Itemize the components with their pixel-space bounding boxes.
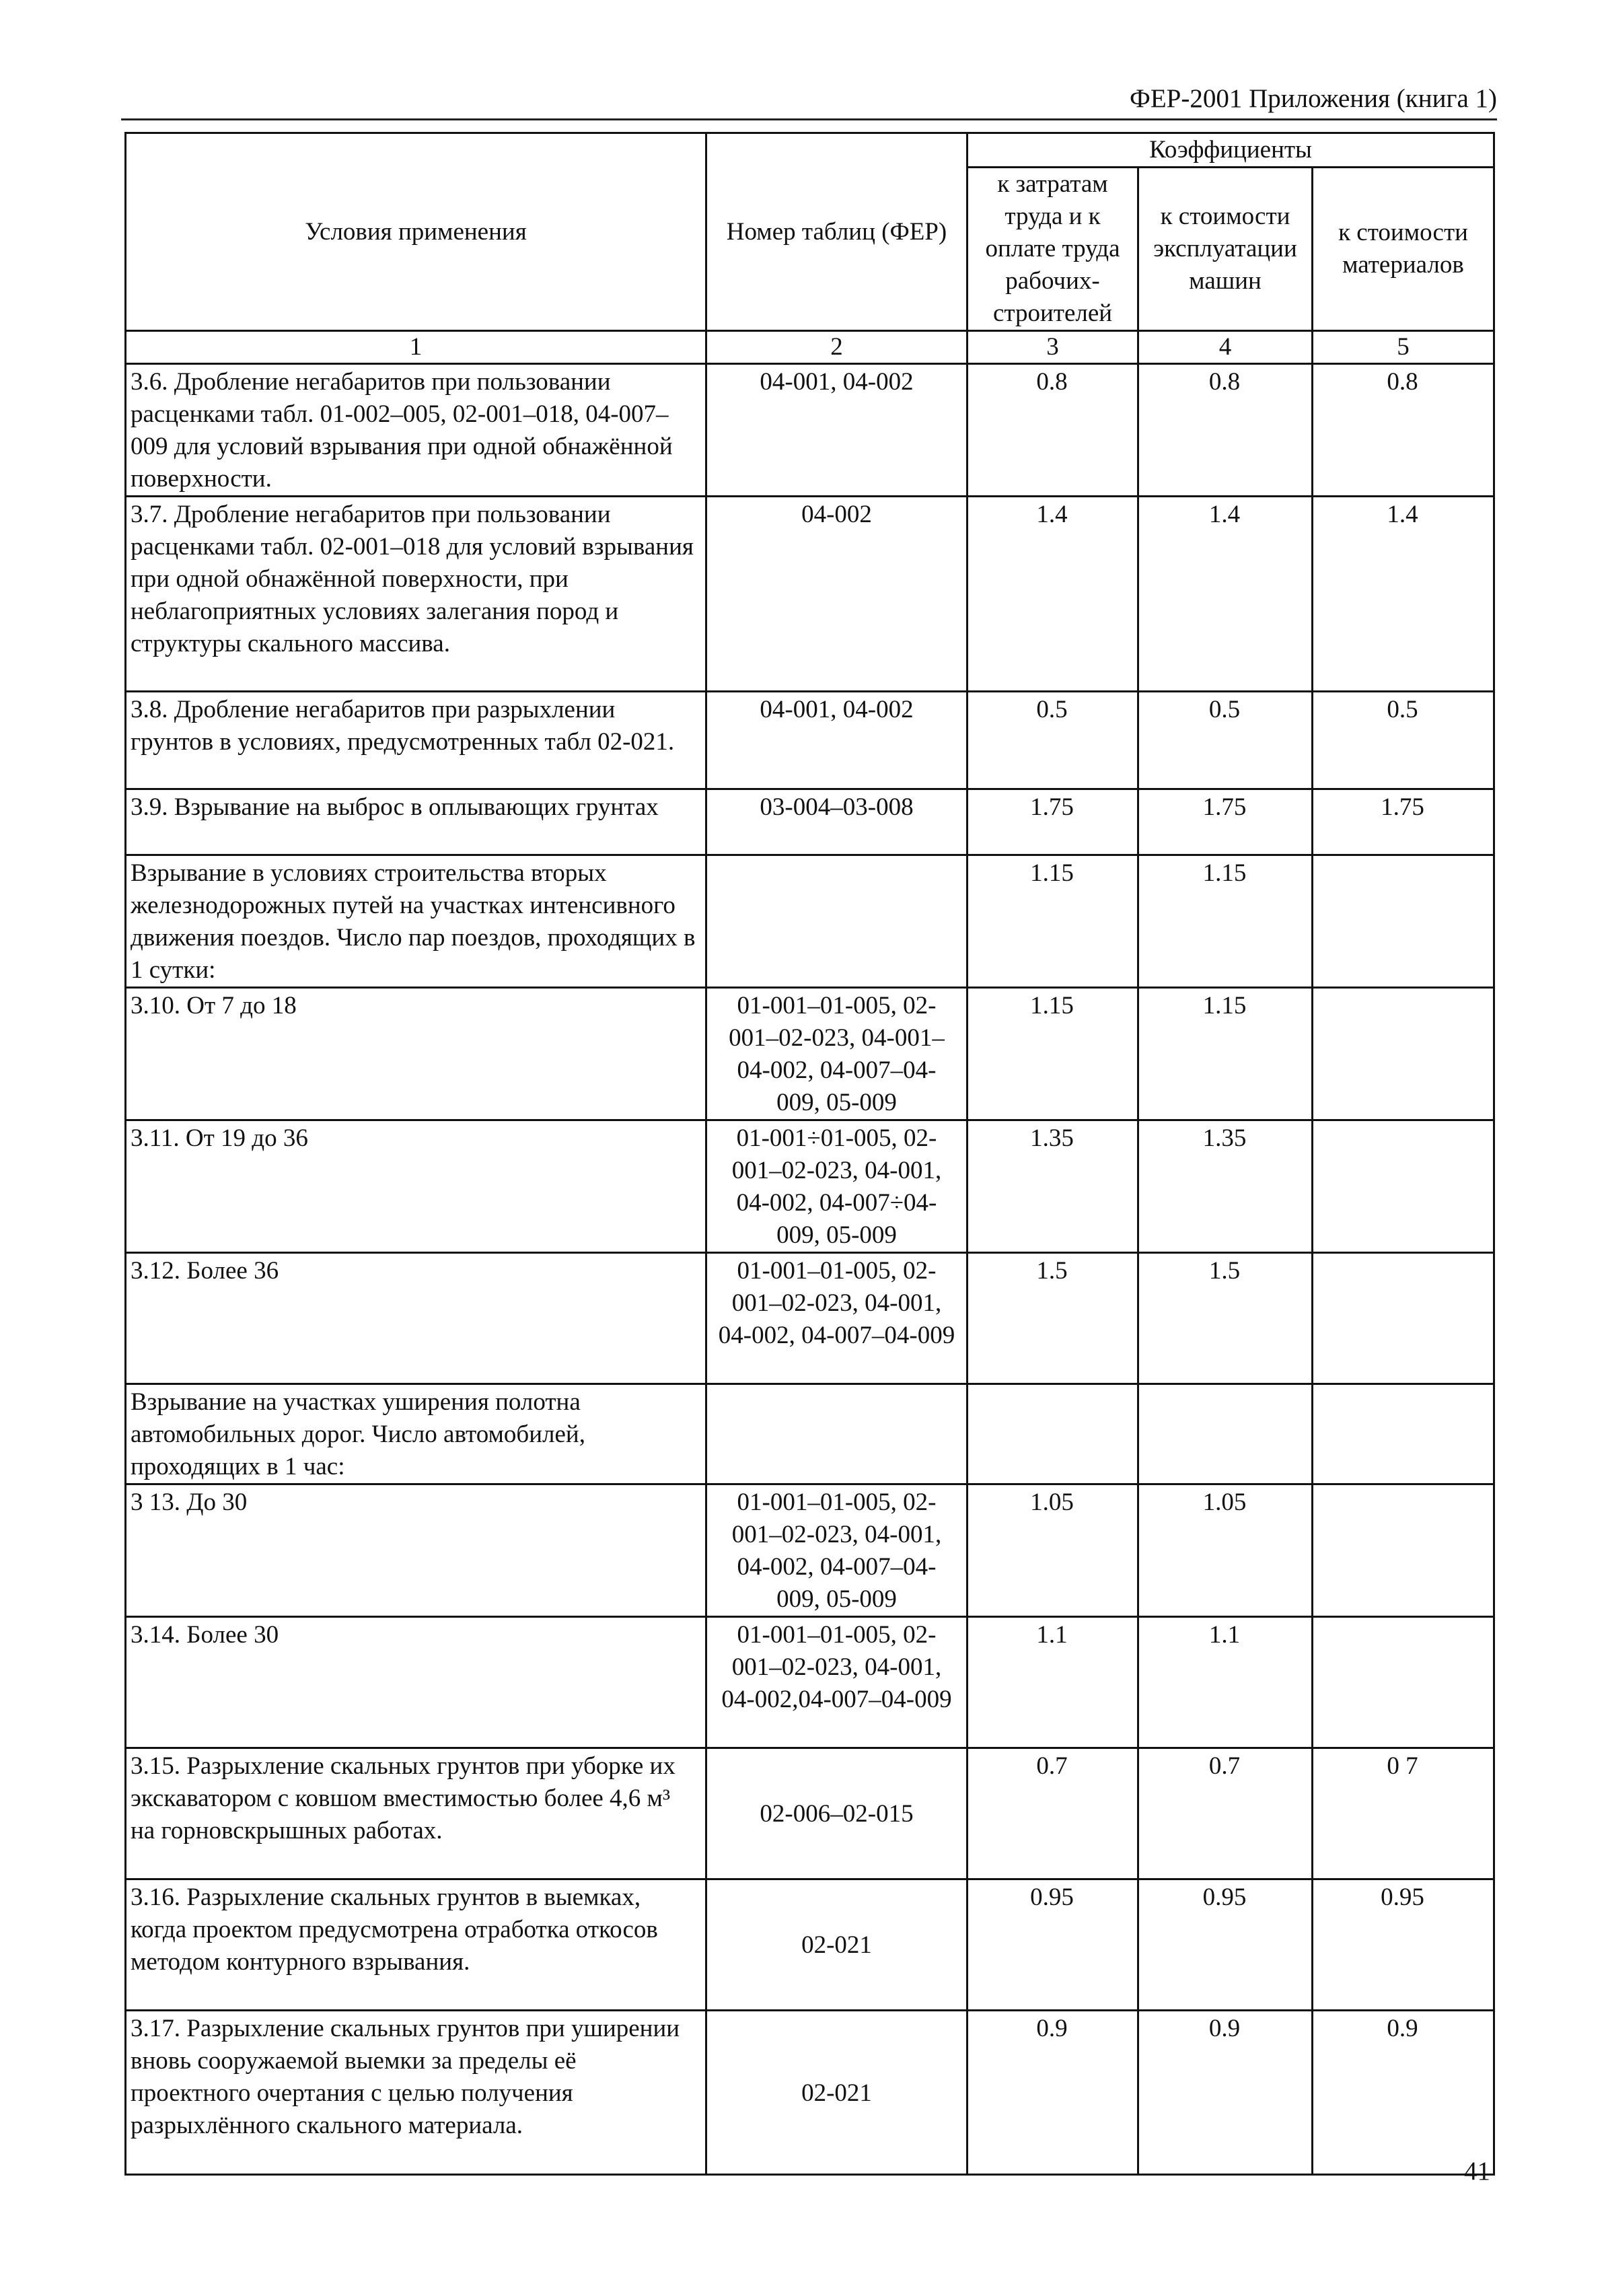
labor-coefficient: 1.35 (968, 1120, 1138, 1253)
table-numbers-cell: 01-001–01-005, 02-001–02-023, 04-001, 04-002, 04-007–04-009 (706, 1253, 968, 1384)
table-row (126, 1748, 1494, 1879)
condition-cell: 3.17. Разрыхление скальных грунтов при уширении вновь сооружаемой выемки за пределы её проектного очертания с целью получения разрыхлённого скального материала. (126, 2011, 706, 2175)
machines-coefficient: 1.75 (1138, 789, 1313, 855)
condition-cell: 3.8. Дробление негабаритов при разрыхлении грунтов в условиях, предусмотренных табл 02-021. (126, 692, 706, 789)
labor-coefficient: 1.15 (968, 988, 1138, 1120)
table-row (126, 1120, 1494, 1253)
labor-coefficient: 0.9 (968, 2011, 1138, 2175)
machines-coefficient: 1.1 (1138, 1617, 1313, 1748)
condition-cell: 3.10. От 7 до 18 (126, 988, 706, 1120)
labor-coefficient: 1.15 (968, 855, 1138, 988)
header-machines: к стоимости эксплуатации машин (1138, 168, 1313, 331)
running-title: ФЕР-2001 Приложения (книга 1) (1130, 84, 1497, 113)
labor-coefficient: 1.75 (968, 789, 1138, 855)
table-numbers-cell: 01-001÷01-005, 02-001–02-023, 04-001, 04-002, 04-007÷04-009, 05-009 (706, 1120, 968, 1253)
header-labor: к затратам труда и к оплате труда рабочих-строителей (968, 168, 1138, 331)
materials-coefficient: 0.95 (1313, 1879, 1494, 2011)
condition-cell: Взрывание на участках уширения полотна автомобильных дорог. Число автомобилей, проходящих в 1 час: (126, 1384, 706, 1484)
column-number: 2 (706, 331, 968, 364)
machines-coefficient: 0.8 (1138, 364, 1313, 497)
materials-coefficient: 0 7 (1313, 1748, 1494, 1879)
labor-coefficient: 0.5 (968, 692, 1138, 789)
table-row-group-heading (126, 1384, 1494, 1484)
condition-cell: 3.16. Разрыхление скальных грунтов в выемках, когда проектом предусмотрена отработка откосов методом контурного взрывания. (126, 1879, 706, 2011)
condition-cell: 3.11. От 19 до 36 (126, 1120, 706, 1253)
condition-cell: 3.12. Более 36 (126, 1253, 706, 1384)
table-numbers-cell: 02-021 (706, 1879, 968, 2011)
materials-coefficient (1313, 1120, 1494, 1253)
header-materials: к стоимости материалов (1313, 168, 1494, 331)
page-number: 41 (1464, 2157, 1490, 2186)
condition-cell: 3.14. Более 30 (126, 1617, 706, 1748)
table-numbers-cell: 01-001–01-005, 02-001–02-023, 04-001, 04-002,04-007–04-009 (706, 1617, 968, 1748)
machines-coefficient: 1.05 (1138, 1484, 1313, 1617)
column-number: 4 (1138, 331, 1313, 364)
table-row (126, 789, 1494, 855)
header-rule (121, 118, 1497, 120)
table-row (126, 2011, 1494, 2175)
table-numbers-cell (706, 1384, 968, 1484)
condition-cell: 3 13. До 30 (126, 1484, 706, 1617)
header-conditions: Условия применения (126, 133, 706, 331)
header-coefficients: Коэффициенты (968, 133, 1494, 168)
machines-coefficient: 0.5 (1138, 692, 1313, 789)
table-numbers-cell (706, 855, 968, 988)
materials-coefficient: 0.5 (1313, 692, 1494, 789)
table-numbers-cell: 01-001–01-005, 02-001–02-023, 04-001–04-002, 04-007–04-009, 05-009 (706, 988, 968, 1120)
machines-coefficient: 1.35 (1138, 1120, 1313, 1253)
materials-coefficient (1313, 988, 1494, 1120)
labor-coefficient: 0.7 (968, 1748, 1138, 1879)
table-row (126, 988, 1494, 1120)
table-row (126, 1617, 1494, 1748)
machines-coefficient: 1.4 (1138, 497, 1313, 692)
materials-coefficient: 0.8 (1313, 364, 1494, 497)
materials-coefficient (1313, 1384, 1494, 1484)
table-numbers-cell: 03-004–03-008 (706, 789, 968, 855)
table-numbers-cell: 04-002 (706, 497, 968, 692)
column-number-row (126, 331, 1494, 364)
table-row (126, 1879, 1494, 2011)
column-number: 5 (1313, 331, 1494, 364)
condition-cell: 3.7. Дробление негабаритов при пользовании расценками табл. 02-001–018 для условий взрывания при одной обнажённой поверхности, при неблагоприятных условиях залегания пород и структуры скального массива. (126, 497, 706, 692)
labor-coefficient (968, 1384, 1138, 1484)
labor-coefficient: 1.1 (968, 1617, 1138, 1748)
machines-coefficient: 1.15 (1138, 855, 1313, 988)
column-number: 1 (126, 331, 706, 364)
machines-coefficient: 1.5 (1138, 1253, 1313, 1384)
materials-coefficient (1313, 1253, 1494, 1384)
labor-coefficient: 1.4 (968, 497, 1138, 692)
table-numbers-cell: 02-021 (706, 2011, 968, 2175)
table-row (126, 692, 1494, 789)
table-row (126, 497, 1494, 692)
labor-coefficient: 0.95 (968, 1879, 1138, 2011)
labor-coefficient: 1.05 (968, 1484, 1138, 1617)
table-numbers-cell: 02-006–02-015 (706, 1748, 968, 1879)
column-number: 3 (968, 331, 1138, 364)
table-numbers-cell: 04-001, 04-002 (706, 364, 968, 497)
condition-cell: 3.6. Дробление негабаритов при пользовании расценками табл. 01-002–005, 02-001–018, 04-007–009 для условий взрывания при одной обнажённой поверхности. (126, 364, 706, 497)
materials-coefficient (1313, 1484, 1494, 1617)
materials-coefficient (1313, 1617, 1494, 1748)
table-row (126, 1253, 1494, 1384)
machines-coefficient: 0.9 (1138, 2011, 1313, 2175)
materials-coefficient: 0.9 (1313, 2011, 1494, 2175)
materials-coefficient (1313, 855, 1494, 988)
condition-cell: 3.9. Взрывание на выброс в оплывающих грунтах (126, 789, 706, 855)
machines-coefficient: 0.95 (1138, 1879, 1313, 2011)
labor-coefficient: 1.5 (968, 1253, 1138, 1384)
table-numbers-cell: 01-001–01-005, 02-001–02-023, 04-001, 04-002, 04-007–04-009, 05-009 (706, 1484, 968, 1617)
machines-coefficient: 1.15 (1138, 988, 1313, 1120)
labor-coefficient: 0.8 (968, 364, 1138, 497)
header-table-numbers: Номер таблиц (ФЕР) (706, 133, 968, 331)
machines-coefficient (1138, 1384, 1313, 1484)
coefficients-table (124, 132, 1495, 2176)
materials-coefficient: 1.4 (1313, 497, 1494, 692)
materials-coefficient: 1.75 (1313, 789, 1494, 855)
condition-cell: 3.15. Разрыхление скальных грунтов при уборке их экскаватором с ковшом вместимостью более 4,6 м³ на горновскрышных работах. (126, 1748, 706, 1879)
condition-cell: Взрывание в условиях строительства вторых железнодорожных путей на участках интенсивного движения поездов. Число пар поездов, проходящих в 1 сутки: (126, 855, 706, 988)
table-numbers-cell: 04-001, 04-002 (706, 692, 968, 789)
table-row (126, 1484, 1494, 1617)
machines-coefficient: 0.7 (1138, 1748, 1313, 1879)
table-row-group-heading (126, 855, 1494, 988)
table-row (126, 364, 1494, 497)
